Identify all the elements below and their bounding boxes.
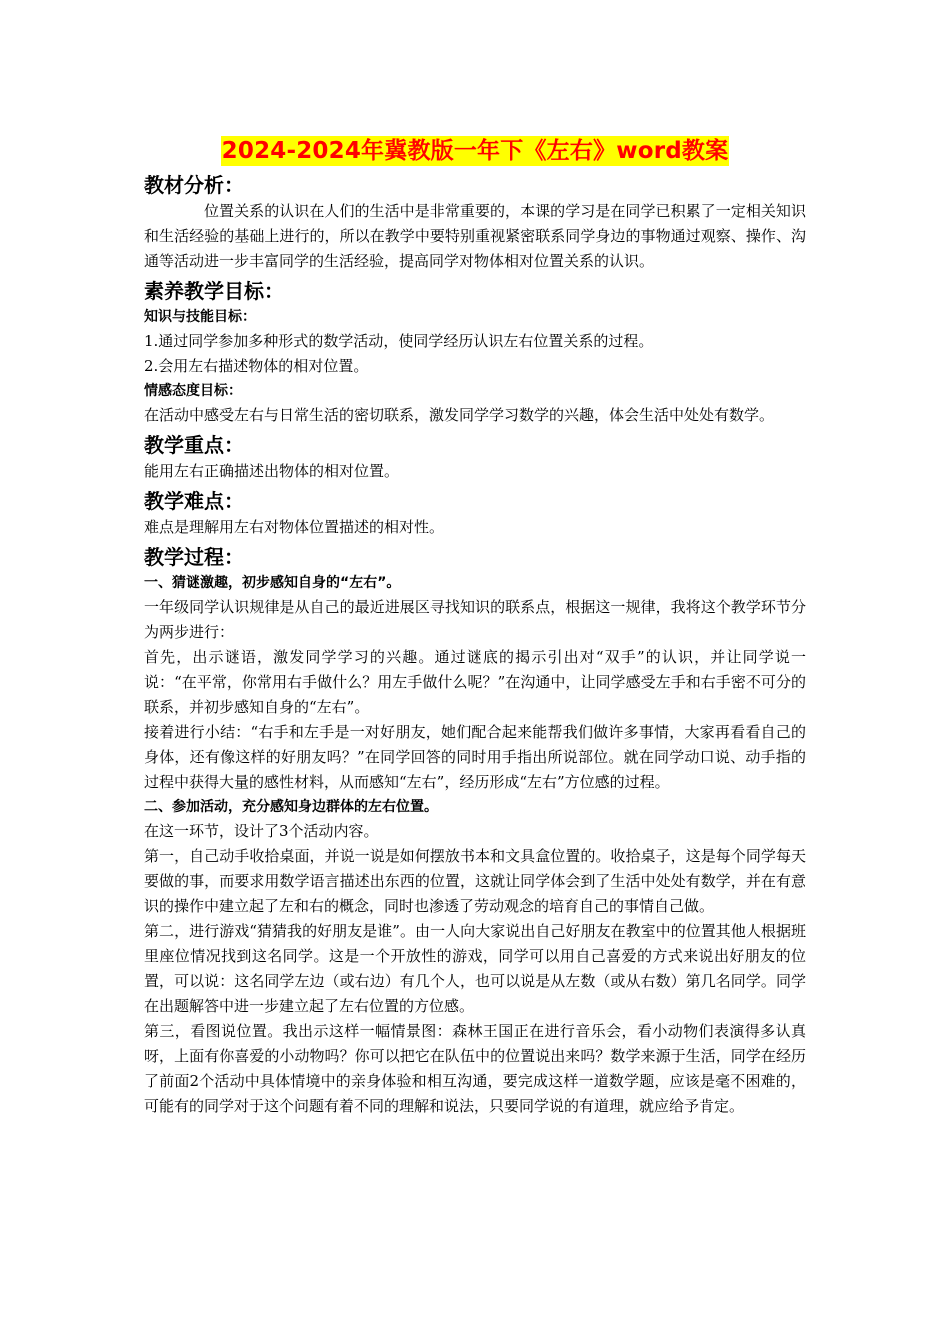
document-body: [144, 171, 806, 1119]
process-paragraph: 一年级同学认识规律是从自己的最近进展区寻找知识的联系点，根据这一规律，我将这个教学环节分为两步进行：: [144, 598, 806, 641]
section-heading-analysis: 教材分析：: [144, 173, 244, 197]
section-heading-difficulty: 教学难点：: [144, 489, 244, 513]
section-heading-goals: 素养教学目标：: [144, 279, 284, 303]
process-paragraph: 第一，自己动手收拾桌面，并说一说是如何摆放书本和文具盒位置的。收拾桌子，这是每个同学每天要做的事，而要求用数学语言描述出东西的位置，这就让同学体会到了生活中处处有数学，并在有意识的操作中建立起了左和右的概念，同时也渗透了劳动观念的培育自己的事情自己做。: [144, 847, 806, 915]
knowledge-goal-item: 1.通过同学参加多种形式的数学活动，使同学经历认识左右位置关系的过程。: [144, 332, 654, 350]
process-paragraph: 第三，看图说位置。我出示这样一幅情景图：森林王国正在进行音乐会，看小动物们表演得多认真呀，上面有你喜爱的小动物吗？你可以把它在队伍中的位置说出来吗？数学来源于生活，同学在经历了前面2个活动中具体情境中的亲身体验和相互沟通，要完成这样一道数学题，应该是毫不困难的，可能有的同学对于这个问题有着不同的理解和说法，只要同学说的有道理，就应给予肯定。: [144, 1022, 806, 1115]
difficulty-text: 难点是理解用左右对物体位置描述的相对性。: [144, 518, 445, 536]
emotion-goals-heading: 情感态度目标：: [144, 383, 242, 399]
process-part1-heading: 一、猜谜激趣，初步感知自身的“左右”。: [144, 575, 401, 591]
knowledge-goal-item: 2.会用左右描述物体的相对位置。: [144, 357, 369, 375]
title-container: [0, 136, 950, 166]
section-heading-key-point: 教学重点：: [144, 433, 244, 457]
knowledge-goals-heading: 知识与技能目标：: [144, 309, 256, 325]
key-point-text: 能用左右正确描述出物体的相对位置。: [144, 462, 400, 480]
section-heading-process: 教学过程：: [144, 545, 244, 569]
analysis-paragraph: 位置关系的认识在人们的生活中是非常重要的，本课的学习是在同学已积累了一定相关知识和生活经验的基础上进行的，所以在教学中要特别重视紧密联系同学身边的事物通过观察、操作、沟通等活动进一步丰富同学的生活经验，提高同学对物体相对位置关系的认识。: [144, 202, 806, 270]
emotion-goals-text: 在活动中感受左右与日常生活的密切联系，激发同学学习数学的兴趣，体会生活中处处有数学。: [144, 406, 775, 424]
process-paragraph: 在这一环节，设计了3个活动内容。: [144, 822, 379, 840]
process-paragraph: 首先，出示谜语，激发同学学习的兴趣。通过谜底的揭示引出对“双手”的认识，并让同学说一说：“在平常，你常用右手做什么？用左手做什么呢？”在沟通中，让同学感受左手和右手密不可分的联系，并初步感知自身的“左右”。: [144, 648, 806, 716]
document-title: 2024-2024年冀教版一年下《左右》word教案: [221, 138, 729, 164]
process-paragraph: 第二，进行游戏“猜猜我的好朋友是谁”。由一人向大家说出自己好朋友在教室中的位置其他人根据班里座位情况找到这名同学。这是一个开放性的游戏，同学可以用自己喜爱的方式来说出好朋友的位置，可以说：这名同学左边（或右边）有几个人，也可以说是从左数（或从右数）第几名同学。同学在出题解答中进一步建立起了左右位置的方位感。: [144, 922, 806, 1015]
process-part2-heading: 二、参加活动，充分感知身边群体的左右位置。: [144, 799, 438, 815]
process-paragraph: 接着进行小结：“右手和左手是一对好朋友，她们配合起来能帮我们做许多事情，大家再看看自己的身体，还有像这样的好朋友吗？”在同学回答的同时用手指出所说部位。就在同学动口说、动手指的过程中获得大量的感性材料，从而感知“左右”，经历形成“左右”方位感的过程。: [144, 723, 806, 791]
